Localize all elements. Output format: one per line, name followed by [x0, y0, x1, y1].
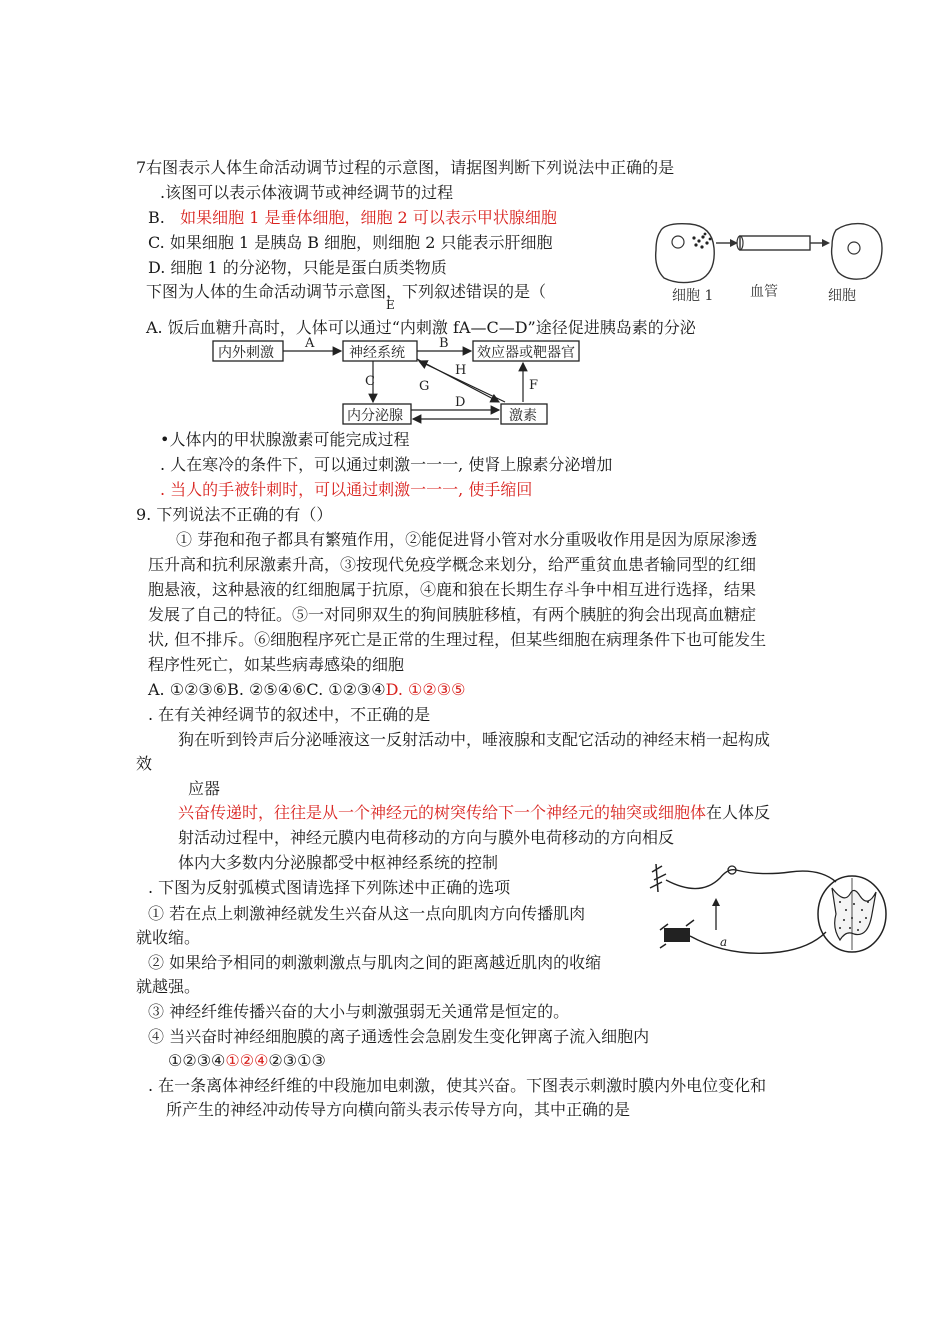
q11-statement-3: ③ 神经纤维传播兴奋的大小与刺激强弱无关通常是恒定的。	[148, 1002, 570, 1021]
q7-option-d: D. 细胞 1 的分泌物，只能是蛋白质类物质	[148, 258, 447, 277]
q11-statement-1-cont: 就收缩。	[136, 928, 201, 947]
point-a-label: a	[720, 935, 728, 949]
q9-line: ① 芽孢和孢子都具有繁殖作用，②能促进肾小管对水分重吸收作用是因为原尿渗透	[176, 530, 758, 549]
q7-option-b-text: 如果细胞 1 是垂体细胞，细胞 2 可以表示甲状腺细胞	[180, 208, 557, 227]
box-stimulus-label: 内外刺激	[218, 345, 274, 361]
q9-line: 压升高和抗利尿激素升高，③按现代免疫学概念来划分，给严重贫血患者输同型的红细	[148, 555, 757, 574]
cell2-shape	[832, 224, 882, 280]
q9-line: 发展了自己的特征。⑤一对同卵双生的狗间胰脏移植，有两个胰脏的狗会出现高血糖症	[148, 605, 757, 624]
arrow-to-cell2-head	[822, 239, 830, 247]
q10-option-c: 射活动过程中，神经元膜内电荷移动的方向与膜外电荷移动的方向相反	[178, 828, 675, 847]
q11-option-group-2: ①②④	[225, 1051, 269, 1070]
label-a: A	[305, 336, 315, 351]
q8-option-c: . 人在寒冷的条件下，可以通过刺激一一一, 使肾上腺素分泌增加	[160, 455, 613, 474]
q11-stem: . 下图为反射弧模式图请选择下列陈述中正确的选项	[148, 878, 511, 897]
gray-matter	[832, 888, 876, 940]
q11-statement-1: ① 若在点上刺激神经就发生兴奋从这一点向肌肉方向传播肌肉	[148, 904, 586, 923]
q12-line1: . 在一条离体神经纤维的中段施加电刺激，使其兴奋。下图表示刺激时膜内外电位变化和	[148, 1076, 767, 1095]
box-endocrine-gland-label: 内分泌腺	[347, 408, 403, 424]
cell1-label: 细胞 1	[672, 288, 714, 304]
q11-options	[168, 1050, 326, 1072]
efferent-nerve	[690, 932, 826, 953]
q10-option-a-line1: 狗在听到铃声后分泌唾液这一反射活动中，唾液腺和支配它活动的神经末梢一起构成	[178, 730, 771, 749]
cell1-nucleus	[672, 236, 684, 248]
q7-option-c: C. 如果细胞 1 是胰岛 B 细胞，则细胞 2 只能表示肝细胞	[148, 233, 553, 252]
q8-option-b: •人体内的甲状腺激素可能完成过程	[160, 430, 410, 449]
box-nervous-system-label: 神经系统	[349, 345, 405, 361]
cell2-label: 细胞	[828, 288, 856, 304]
q8-option-d: . 当人的手被针刺时，可以通过刺激一一一, 使手缩回	[160, 480, 533, 499]
cell2-nucleus	[848, 242, 860, 254]
q9-line: 胞悬液，这种悬液的红细胞属于抗原，④鹿和狼在长期生存斗争中相互进行选择，结果	[148, 580, 757, 599]
q10-option-a-line2: 效	[136, 754, 153, 773]
stimulus-arrow-head	[712, 898, 720, 906]
q7-option-b-letter: B.	[148, 208, 165, 227]
q11-option-group-1: ①②③④	[168, 1051, 226, 1070]
box-hormone-label: 激素	[509, 408, 537, 424]
q11-option-group-3: ②③①③	[268, 1051, 326, 1070]
vessel-label: 血管	[750, 284, 778, 300]
q9-stem: 9. 下列说法不正确的有（）	[136, 505, 333, 524]
muscle-shape	[660, 920, 694, 948]
label-h: H	[455, 363, 467, 378]
label-g: G	[419, 379, 430, 394]
q10-option-b-tail: 在人体反	[706, 803, 771, 822]
label-b: B	[439, 336, 449, 351]
q9-line: 程序性死亡，如某些病毒感染的细胞	[148, 655, 405, 674]
q9-options-abc: A. ①②③⑥B. ②⑤④⑥C. ①②③④	[148, 680, 386, 699]
afferent-nerve	[666, 870, 836, 889]
label-f: F	[529, 378, 539, 393]
label-d: D	[455, 395, 466, 410]
q10-option-b	[178, 802, 770, 824]
label-c: C	[365, 374, 375, 389]
q11-statement-2: ② 如果给予相同的刺激刺激点与肌肉之间的距离越近肌肉的收缩	[148, 953, 602, 972]
q7-option-b	[148, 207, 557, 229]
cell-signal-figure	[650, 220, 890, 305]
q10-stem: . 在有关神经调节的叙述中，不正确的是	[148, 705, 431, 724]
secretion-dots	[692, 233, 711, 249]
q10-option-a-line3: 应器	[188, 779, 221, 798]
q9-line: 状, 但不排斥。⑥细胞程序死亡是正常的生理过程，但某些细胞在病理条件下也可能发生	[148, 630, 767, 649]
q10-option-d: 体内大多数内分泌腺都受中枢神经系统的控制	[178, 853, 499, 872]
box-effector-label: 效应器或靶器官	[477, 345, 575, 361]
regulation-diagram	[205, 334, 595, 430]
q10-option-b-text: 兴奋传递时，往往是从一个神经元的树突传给下一个神经元的轴突或细胞体	[178, 803, 707, 822]
q8-stem: 下图为人体的生命活动调节示意图，下列叙述错误的是（	[146, 282, 547, 301]
receptor-shape	[650, 864, 666, 892]
q7-option-a: .该图可以表示体液调节或神经调节的过程	[160, 183, 454, 202]
q11-statement-2-cont: 就越强。	[136, 977, 201, 996]
q7-stem: 7右图表示人体生命活动调节过程的示意图，请据图判断下列说法中正确的是	[136, 158, 675, 177]
q9-options	[148, 679, 465, 701]
q8-stem-e: E	[386, 298, 395, 312]
reflex-arc-figure	[640, 858, 890, 968]
q8-option-a: A. 饭后血糖升高时，人体可以通过“内刺激 fA—C—D”途径促进胰岛素的分泌	[146, 318, 696, 337]
q12-line2: 所产生的神经冲动传导方向横向箭头表示传导方向，其中正确的是	[166, 1100, 631, 1119]
q11-statement-4: ④ 当兴奋时神经细胞膜的离子通透性会急剧发生变化钾离子流入细胞内	[148, 1027, 650, 1046]
q9-option-d: D. ①②③⑤	[385, 680, 466, 699]
cell1-shape	[656, 224, 715, 283]
vessel-shape	[740, 236, 810, 250]
